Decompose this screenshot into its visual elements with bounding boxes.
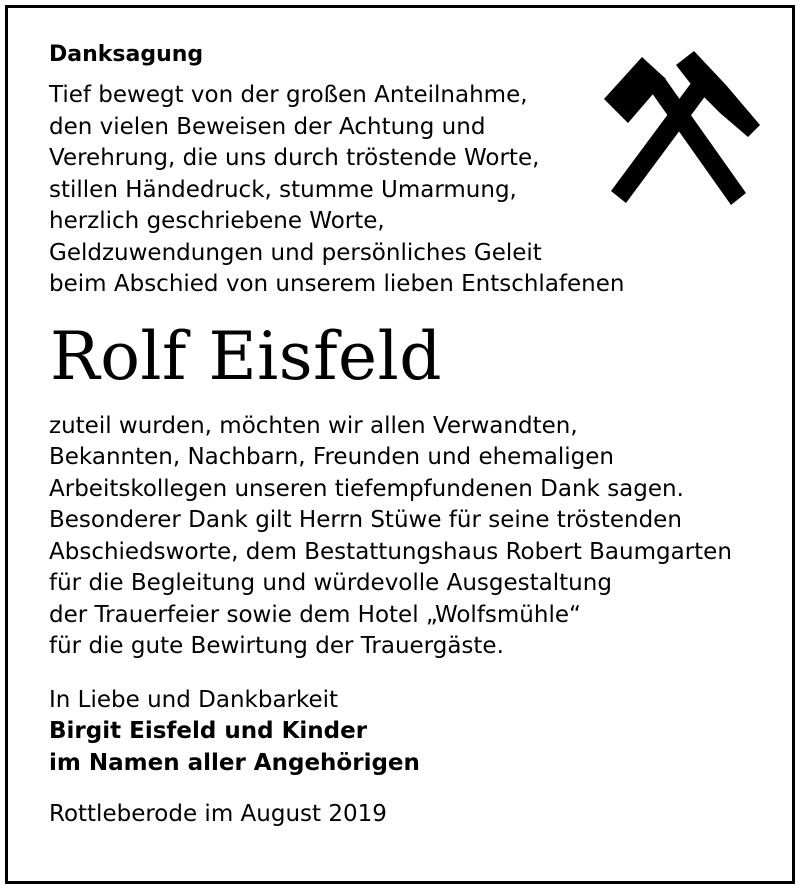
intro-line: stillen Händedruck, stumme Umarmung,: [49, 176, 517, 203]
body-line: der Trauerfeier sowie dem Hotel „Wolfsmühle“: [49, 601, 581, 628]
body-line: für die gute Bewirtung der Trauergäste.: [49, 633, 504, 659]
signatory-line: Birgit Eisfeld und Kinder: [49, 718, 368, 744]
closing-text: In Liebe und Dankbarkeit: [49, 686, 339, 713]
announcement-content: [49, 40, 769, 831]
intro-line: Geldzuwendungen und persönliches Geleit: [49, 239, 542, 266]
body-line: Arbeitskollegen unseren tiefempfundenen Dank sagen.: [49, 475, 684, 502]
body-line: zuteil wurden, möchten wir allen Verwandten,: [49, 412, 578, 439]
announcement-frame: [5, 5, 795, 884]
signatory-line: im Namen aller Angehörigen: [49, 749, 420, 776]
body-line: Bekannten, Nachbarn, Freunden und ehemaligen: [49, 444, 614, 470]
signature-block: [49, 685, 769, 780]
intro-line: den vielen Beweisen der Achtung und: [49, 113, 486, 140]
intro-line: herzlich geschriebene Worte,: [49, 208, 385, 234]
place-date: Rottleberode im August 2019: [49, 801, 387, 827]
intro-line: Tief bewegt von der großen Anteilnahme,: [49, 82, 528, 108]
body-line: Besonderer Dank gilt Herrn Stüwe für seine tröstenden: [49, 507, 682, 533]
body-line: Abschiedsworte, dem Bestattungshaus Robert Baumgarten: [49, 538, 732, 565]
intro-line: beim Abschied von unserem lieben Entschlafenen: [49, 271, 625, 297]
body-paragraph: [49, 411, 769, 663]
body-line: für die Begleitung und würdevolle Ausgestaltung: [49, 570, 612, 596]
intro-line: Verehrung, die uns durch tröstende Worte,: [49, 145, 540, 171]
deceased-name: Rolf Eisfeld: [50, 317, 442, 395]
intro-paragraph: [49, 80, 769, 301]
heading: Danksagung: [49, 42, 204, 67]
